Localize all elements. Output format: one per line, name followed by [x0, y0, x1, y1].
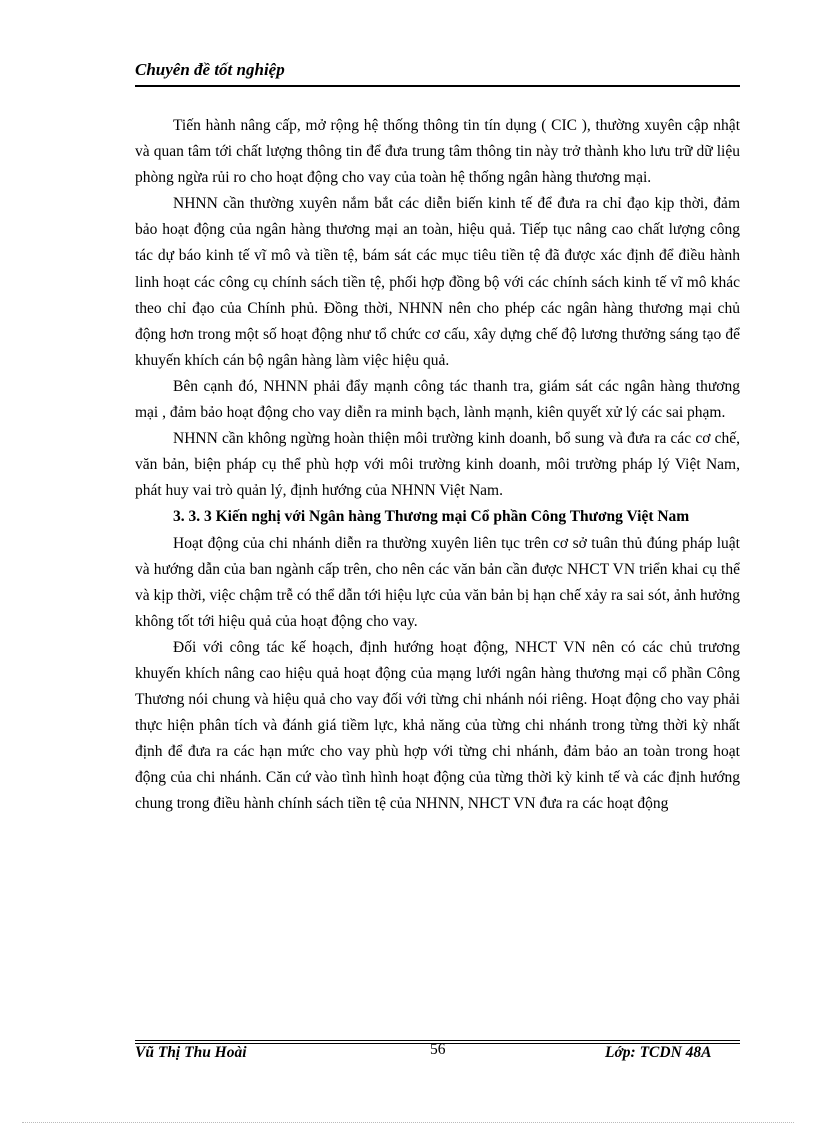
paragraph-planning: Đối với công tác kế hoạch, định hướng hoạt động, NHCT VN nên có các chủ trương khuyến khích nâng cao hiệu quả hoạt động của mạng lưới ngân hàng thương mại cổ phần Công Thương nói chung và hiệu quả cho vay đối với từng chi nhánh nói riêng. Hoạt động cho vay phải thực hiện phân tích và đánh giá tiềm lực, khả năng của từng chi nhánh trong từng thời kỳ nhất định để đưa ra các hạn mức cho vay phù hợp với từng chi nhánh, đảm bảo an toàn trong hoạt động của chi nhánh. Căn cứ vào tình hình hoạt động của từng thời kỳ kinh tế và các định hướng chung trong điều hành chính sách tiền tệ của NHNN, NHCT VN đưa ra các hoạt động [135, 638, 740, 813]
paragraph-nhnn-inspection: Bên cạnh đó, NHNN phải đẩy mạnh công tác thanh tra, giám sát các ngân hàng thương mại , đảm bảo hoạt động cho vay diễn ra minh bạch, lành mạnh, kiên quyết xử lý các sai phạm. [135, 377, 740, 422]
paragraph-nhnn-monitoring: NHNN cần thường xuyên nắm bắt các diễn biến kinh tế để đưa ra chỉ đạo kịp thời, đảm bảo hoạt động của ngân hàng thương mại an toàn, hiệu quả. Tiếp tục nâng cao chất lượng công tác dự báo kinh tế vĩ mô và tiền tệ, bám sát các mục tiêu tiền tệ đã được xác định để điều hành linh hoạt các công cụ chính sách tiền tệ, phối hợp đồng bộ với các chính sách kinh tế vĩ mô khác theo chỉ đạo của Chính phủ. Đồng thời, NHNN nên cho phép các ngân hàng thương mại chủ động hơn trong một số hoạt động như tổ chức cơ cấu, xây dựng chế độ lương thưởng sáng tạo để khuyến khích cán bộ ngân hàng làm việc hiệu quả. [135, 195, 740, 369]
page-number: 56 [430, 1041, 446, 1058]
paragraph-branch-activity: Hoạt động của chi nhánh diễn ra thường xuyên liên tục trên cơ sở tuân thủ đúng pháp luật và hướng dẫn của ban ngành cấp trên, cho nên các văn bản cần được NHCT VN triển khai cụ thể và kịp thời, việc chậm trễ có thể dẫn tới hiệu lực của văn bản bị hạn chế xảy ra sai sót, ảnh hưởng không tốt tới hiệu quả của hoạt động cho vay. [135, 534, 740, 630]
paragraph-cic: Tiến hành nâng cấp, mở rộng hệ thống thông tin tín dụng ( CIC ), thường xuyên cập nhật và quan tâm tới chất lượng thông tin để đưa trung tâm thông tin này trở thành kho lưu trữ dữ liệu phòng ngừa rủi ro cho hoạt động cho vay của toàn hệ thống ngân hàng thương mại. [135, 117, 740, 187]
footer-class-label: Lớp: TCDN 48A [605, 1044, 712, 1061]
footer-author: Vũ Thị Thu Hoài [135, 1044, 247, 1061]
document-header-title: Chuyên đề tốt nghiệp [135, 60, 285, 79]
document-body [135, 113, 740, 818]
header-divider [135, 85, 740, 87]
section-heading: 3. 3. 3 Kiến nghị với Ngân hàng Thương mại Cổ phần Công Thương Việt Nam [173, 508, 690, 526]
paragraph-nhnn-environment: NHNN cần không ngừng hoàn thiện môi trường kinh doanh, bổ sung và đưa ra các cơ chế, văn bản, biện pháp cụ thể phù hợp với môi trường kinh doanh, môi trường pháp lý Việt Nam, phát huy vai trò quản lý, định hướng của NHNN Việt Nam. [135, 430, 740, 500]
